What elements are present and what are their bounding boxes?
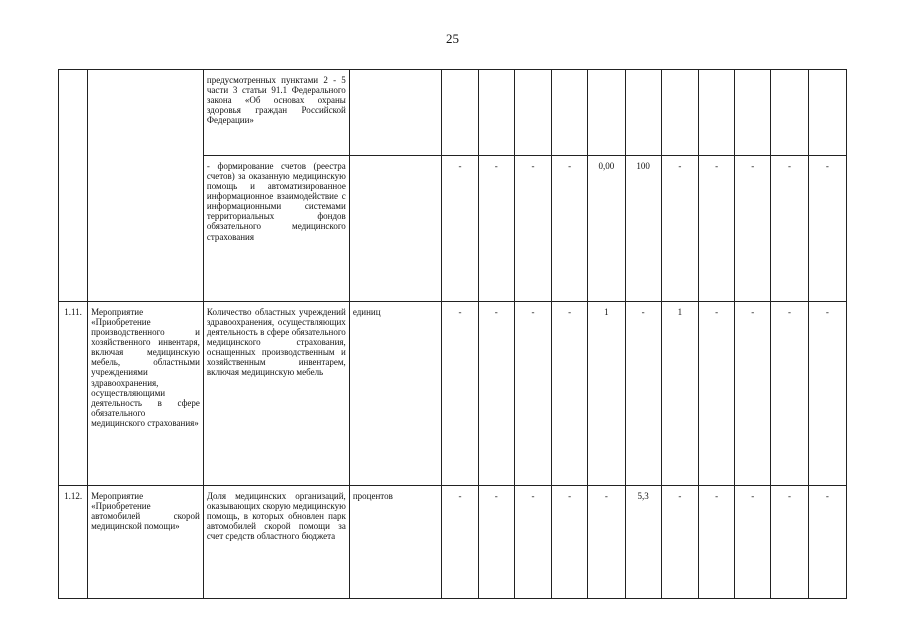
indicator-cell: Доля медицинских организаций, оказывающих скорую медицинскую помощь, в которых обновлен парк автомобилей скорой помощи за счет средств областного бюджета [203, 486, 349, 599]
indicator-cell: Количество областных учреждений здравоохранения, осуществляющих деятельность в сфере обязательного медицинского страхования, оснащенных производственным и хозяйственным инвентарем, включая медицинскую мебель [203, 302, 349, 486]
value-cell: - [698, 486, 734, 599]
value-cell: - [442, 156, 478, 302]
value-cell: - [442, 302, 478, 486]
value-cell: 100 [625, 156, 661, 302]
value-cell: - [661, 486, 698, 599]
value-cell: - [552, 486, 588, 599]
indicators-table [58, 69, 847, 599]
value-cell [588, 70, 625, 156]
value-cell: - [698, 302, 734, 486]
value-cell [552, 70, 588, 156]
value-cell: - [478, 156, 514, 302]
unit-cell [349, 156, 442, 302]
value-cell: - [735, 156, 771, 302]
value-cell: 1 [588, 302, 625, 486]
value-cell: - [625, 302, 661, 486]
value-cell: - [442, 486, 478, 599]
event-cell: Мероприятие «Приобретение автомобилей скорой медицинской помощи» [88, 486, 204, 599]
value-cell [514, 70, 551, 156]
value-cell: - [698, 156, 734, 302]
unit-cell: процентов [349, 486, 442, 599]
row-number [59, 70, 88, 302]
table-row [59, 302, 847, 486]
unit-cell [349, 70, 442, 156]
value-cell: - [514, 302, 551, 486]
value-cell: - [735, 302, 771, 486]
row-number: 1.12. [59, 486, 88, 599]
value-cell: - [552, 156, 588, 302]
value-cell: - [771, 156, 808, 302]
value-cell: - [478, 302, 514, 486]
value-cell: 5,3 [625, 486, 661, 599]
event-cell [88, 70, 204, 302]
value-cell [442, 70, 478, 156]
value-cell: - [808, 302, 846, 486]
value-cell [478, 70, 514, 156]
value-cell [808, 70, 846, 156]
value-cell: - [514, 486, 551, 599]
event-cell: Мероприятие «Приобретение производственного и хозяйственного инвентаря, включая медицинскую мебель, областными учреждениями здравоохранения, осуществляющими деятельность в сфере обязательного медицинского страхования» [88, 302, 204, 486]
value-cell: - [808, 486, 846, 599]
value-cell [771, 70, 808, 156]
indicator-cell: - формирование счетов (реестра счетов) за оказанную медицинскую помощь и автоматизированное информационное взаимодействие с информационными системами территориальных фондов обязательного медицинского страхования [203, 156, 349, 302]
value-cell [735, 70, 771, 156]
table-row [59, 486, 847, 599]
page-number: 25 [446, 31, 459, 46]
value-cell: 1 [661, 302, 698, 486]
value-cell: - [771, 486, 808, 599]
value-cell [698, 70, 734, 156]
value-cell: - [514, 156, 551, 302]
value-cell: - [771, 302, 808, 486]
indicator-cell: предусмотренных пунктами 2 - 5 части 3 статьи 91.1 Федерального закона «Об основах охраны здоровья граждан Российской Федерации» [203, 70, 349, 156]
row-number: 1.11. [59, 302, 88, 486]
value-cell: - [808, 156, 846, 302]
value-cell: - [552, 302, 588, 486]
value-cell [625, 70, 661, 156]
value-cell: - [735, 486, 771, 599]
table-row [59, 70, 847, 156]
unit-cell: единиц [349, 302, 442, 486]
value-cell: - [478, 486, 514, 599]
value-cell: - [588, 486, 625, 599]
value-cell: 0,00 [588, 156, 625, 302]
value-cell [661, 70, 698, 156]
value-cell: - [661, 156, 698, 302]
